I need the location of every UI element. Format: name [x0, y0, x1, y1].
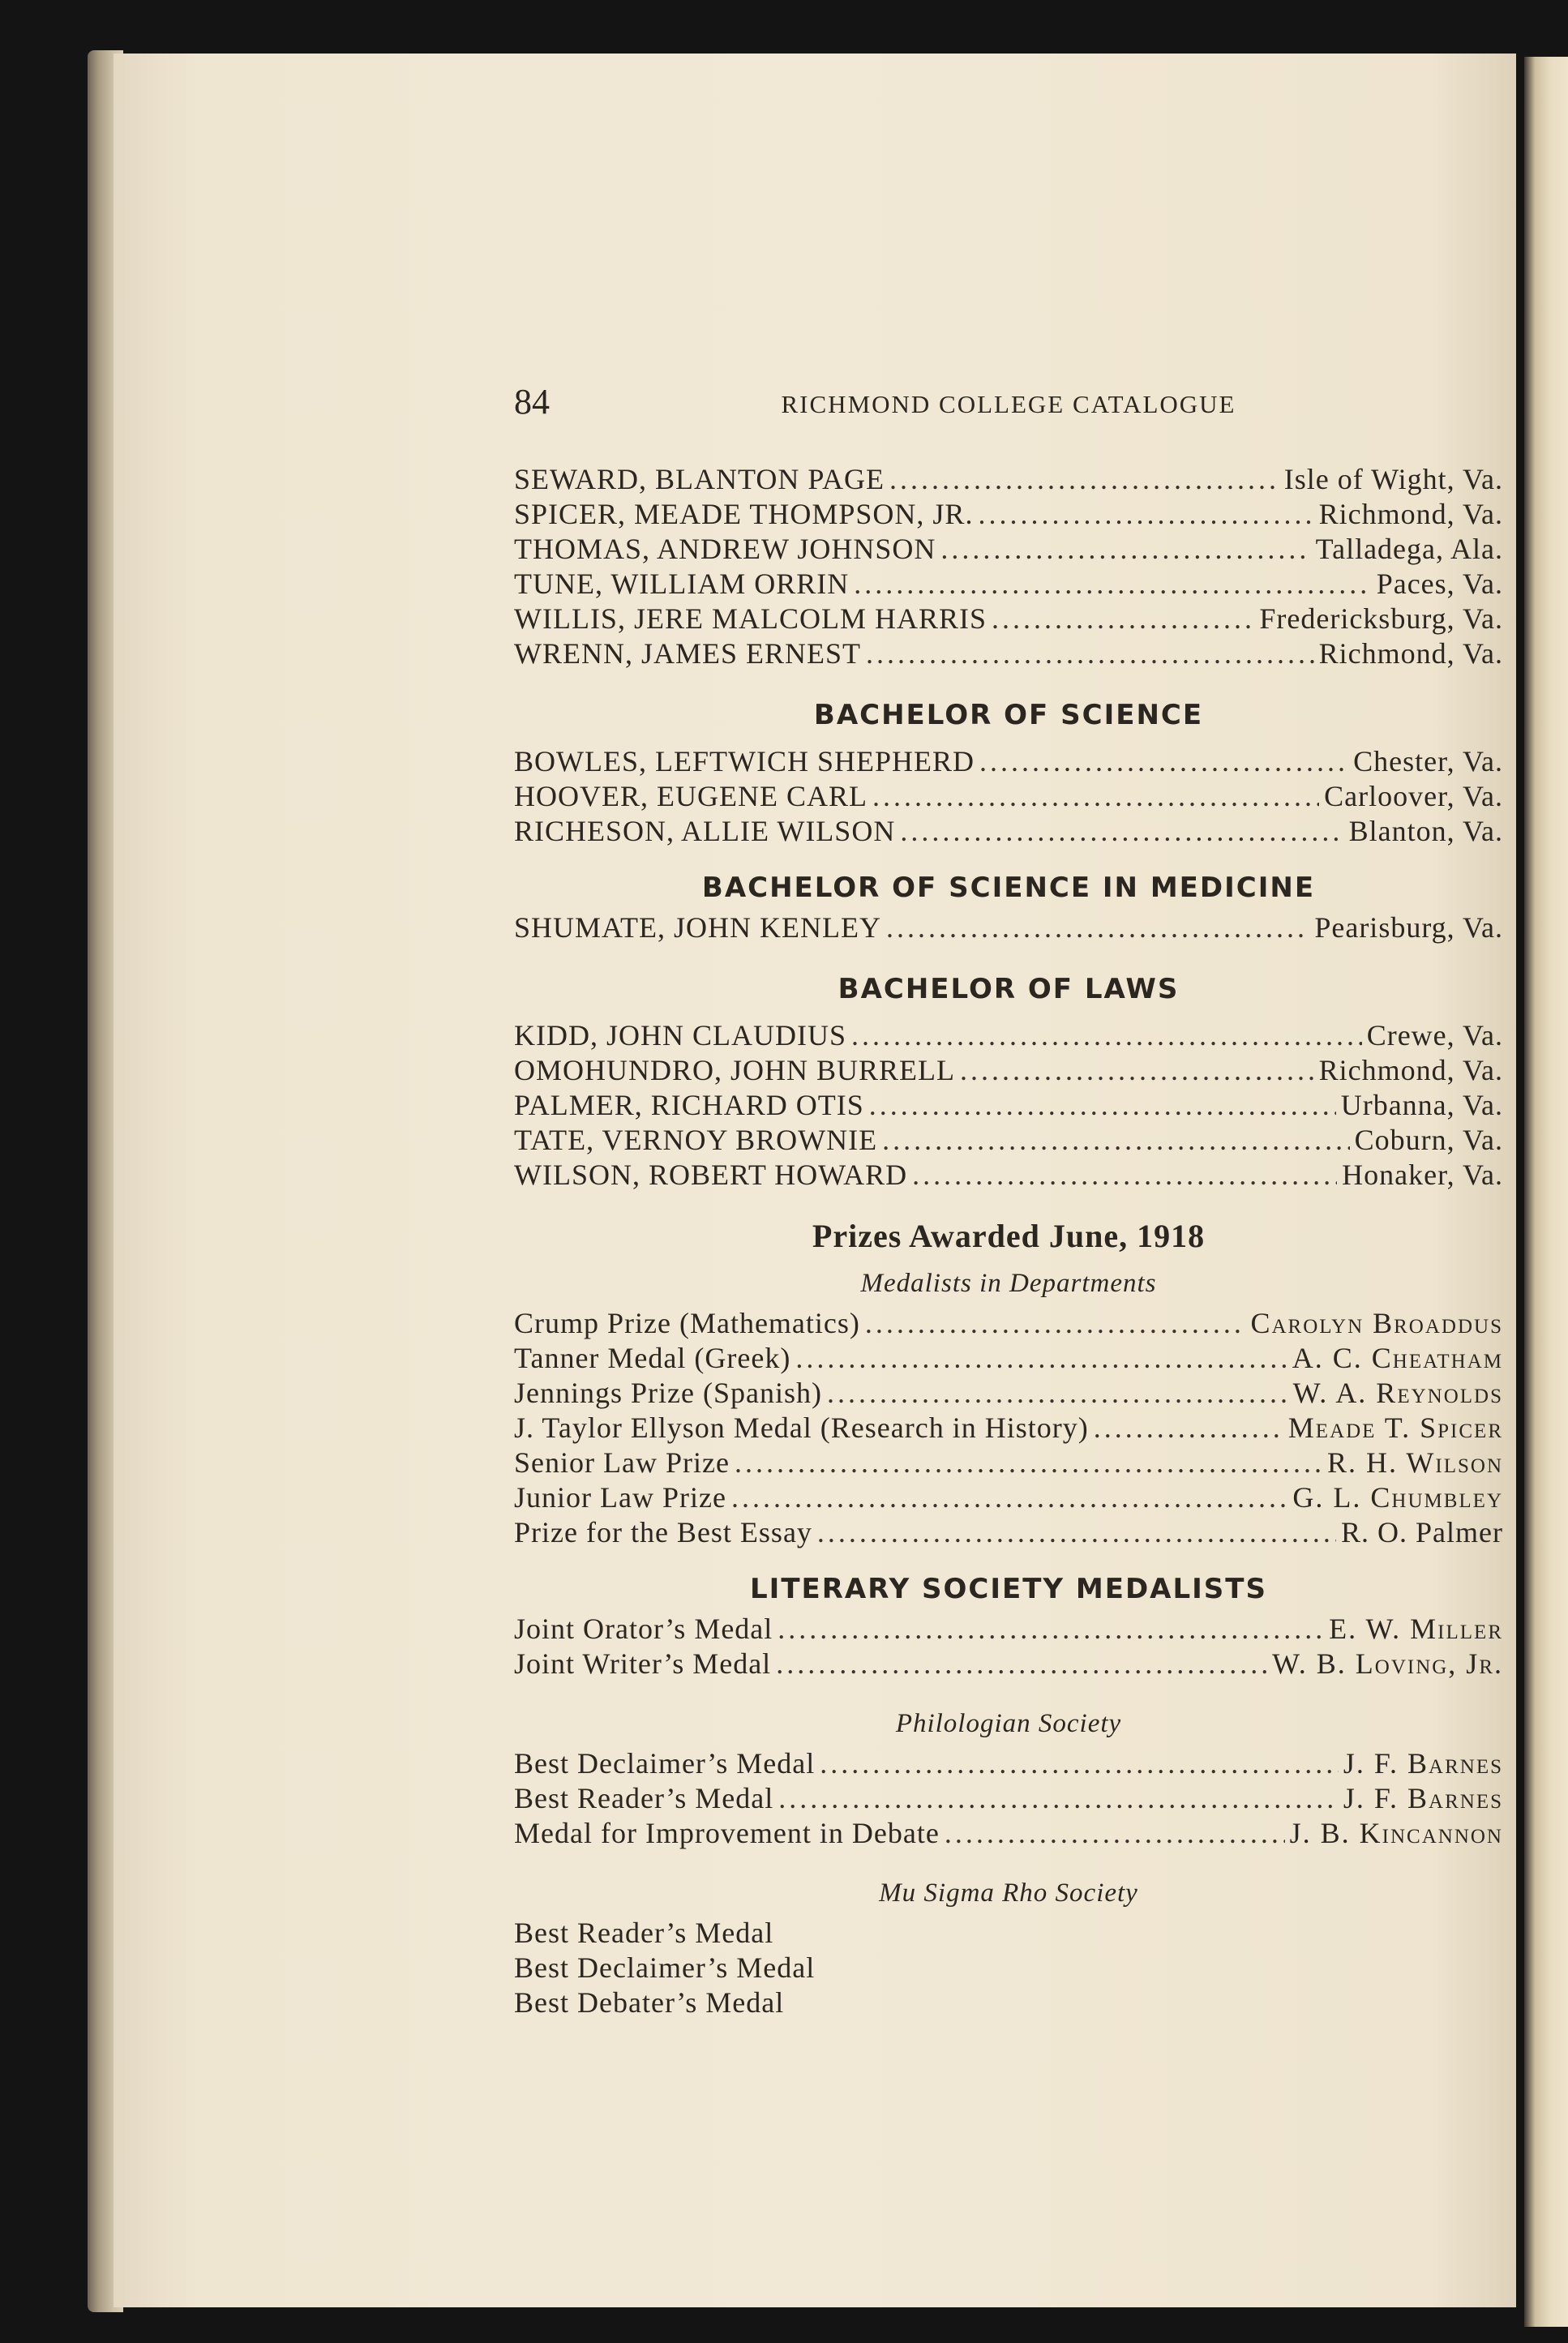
leader-dots	[979, 744, 1348, 779]
section-heading-bachelor-of-laws: BACHELOR OF LAWS	[838, 973, 1180, 1005]
graduate-name: RICHESON, ALLIE WILSON	[514, 815, 896, 847]
prize-name: Senior Law Prize	[514, 1446, 730, 1479]
graduate-name: OMOHUNDRO, JOHN BURRELL	[514, 1054, 956, 1086]
prize-row	[514, 1816, 1503, 1851]
section-heading-bachelor-of-science: BACHELOR OF SCIENCE	[813, 699, 1204, 731]
leader-dots	[827, 1376, 1288, 1411]
graduate-place: Carloover, Va.	[1324, 780, 1503, 812]
graduate-name: PALMER, RICHARD OTIS	[514, 1089, 864, 1121]
graduate-name: BOWLES, LEFTWICH SHEPHERD	[514, 745, 975, 777]
graduate-row	[514, 910, 1503, 945]
graduate-place: Richmond, Va.	[1318, 1054, 1503, 1086]
graduate-row	[514, 814, 1503, 849]
catalogue-page	[114, 54, 1516, 2307]
leader-dots	[912, 1158, 1337, 1193]
page-content	[514, 378, 1503, 2020]
leader-dots	[886, 910, 1309, 945]
graduate-row	[514, 497, 1503, 532]
graduate-place: Crewe, Va.	[1366, 1019, 1503, 1052]
graduate-row	[514, 1123, 1503, 1158]
leader-dots	[854, 567, 1371, 602]
prize-row	[514, 1411, 1503, 1446]
graduate-place: Paces, Va.	[1376, 568, 1503, 600]
departments-subhead: Medalists in Departments	[860, 1269, 1157, 1298]
leader-dots	[889, 462, 1279, 497]
prize-name: Junior Law Prize	[514, 1481, 726, 1514]
prize-winner: G. L. Chumbley	[1292, 1481, 1503, 1514]
medal-row: Best Reader’s Medal	[514, 1917, 774, 1949]
graduate-row	[514, 1088, 1503, 1123]
leader-dots	[731, 1480, 1287, 1515]
prize-winner: W. A. Reynolds	[1292, 1377, 1503, 1409]
prize-name: Medal for Improvement in Debate	[514, 1817, 940, 1849]
graduate-name: WRENN, JAMES ERNEST	[514, 637, 862, 670]
section-heading-literary-society: LITERARY SOCIETY MEDALISTS	[750, 1573, 1267, 1605]
graduate-place: Chester, Va.	[1353, 745, 1503, 777]
leader-dots	[795, 1341, 1287, 1376]
literary-society-list	[514, 1612, 1503, 1681]
graduate-list-continued	[514, 462, 1503, 671]
prize-row	[514, 1376, 1503, 1411]
department-prize-list	[514, 1306, 1503, 1550]
graduate-name: THOMAS, ANDREW JOHNSON	[514, 533, 936, 565]
mu-sigma-rho-subhead: Mu Sigma Rho Society	[879, 1878, 1138, 1908]
prize-name: Jennings Prize (Spanish)	[514, 1377, 822, 1409]
medal-row: Best Declaimer’s Medal	[514, 1951, 816, 1984]
facing-page-edge	[1524, 57, 1568, 2327]
prize-winner: W. B. Loving, Jr.	[1272, 1647, 1503, 1680]
section-heading-bachelor-of-science-in-medicine: BACHELOR OF SCIENCE IN MEDICINE	[701, 872, 1316, 904]
running-head	[514, 378, 1503, 426]
graduate-row	[514, 567, 1503, 602]
prize-name: Best Reader’s Medal	[514, 1782, 774, 1814]
leader-dots	[778, 1781, 1339, 1816]
catalogue-title: RICHMOND COLLEGE CATALOGUE	[781, 390, 1236, 418]
graduate-row	[514, 1018, 1503, 1053]
graduate-name: TUNE, WILLIAM ORRIN	[514, 568, 850, 600]
graduate-row	[514, 462, 1503, 497]
graduate-name: WILLIS, JERE MALCOLM HARRIS	[514, 602, 987, 635]
graduate-name: KIDD, JOHN CLAUDIUS	[514, 1019, 846, 1052]
leader-dots	[735, 1446, 1322, 1480]
leader-dots	[882, 1123, 1350, 1158]
leader-dots	[960, 1053, 1314, 1088]
prize-winner: Meade T. Spicer	[1287, 1411, 1503, 1444]
prize-winner: J. F. Barnes	[1343, 1747, 1503, 1780]
leader-dots	[865, 1306, 1246, 1341]
graduate-place: Urbanna, Va.	[1340, 1089, 1503, 1121]
prize-row	[514, 1446, 1503, 1480]
graduate-row	[514, 636, 1503, 671]
graduate-name: WILSON, ROBERT HOWARD	[514, 1159, 908, 1191]
prizes-title: Prizes Awarded June, 1918	[812, 1218, 1206, 1254]
graduate-place: Richmond, Va.	[1318, 637, 1503, 670]
bachelor-of-laws-list	[514, 1018, 1503, 1193]
prize-winner: E. W. Miller	[1329, 1613, 1503, 1645]
leader-dots	[820, 1746, 1339, 1781]
prize-name: J. Taylor Ellyson Medal (Research in History)	[514, 1411, 1089, 1444]
leader-dots	[817, 1515, 1336, 1550]
graduate-place: Isle of Wight, Va.	[1283, 463, 1503, 495]
prize-name: Prize for the Best Essay	[514, 1516, 812, 1548]
leader-dots	[872, 779, 1319, 814]
graduate-name: TATE, VERNOY BROWNIE	[514, 1124, 878, 1156]
philologian-subhead: Philologian Society	[895, 1709, 1122, 1738]
bachelor-of-science-in-medicine-list	[514, 910, 1503, 945]
prize-winner: A. C. Cheatham	[1292, 1342, 1503, 1374]
prize-name: Crump Prize (Mathematics)	[514, 1307, 860, 1339]
prize-winner: R. O. Palmer	[1341, 1516, 1503, 1548]
leader-dots	[869, 1088, 1336, 1123]
philologian-list	[514, 1746, 1503, 1851]
graduate-row	[514, 1053, 1503, 1088]
prize-winner: J. B. Kincannon	[1289, 1817, 1503, 1849]
graduate-row	[514, 779, 1503, 814]
graduate-name: SHUMATE, JOHN KENLEY	[514, 911, 881, 944]
graduate-row	[514, 744, 1503, 779]
graduate-row	[514, 532, 1503, 567]
graduate-place: Blanton, Va.	[1348, 815, 1503, 847]
leader-dots	[940, 532, 1310, 567]
page-number: 84	[514, 382, 550, 422]
graduate-place: Talladega, Ala.	[1315, 533, 1503, 565]
graduate-row	[514, 1158, 1503, 1193]
leader-dots	[851, 1018, 1362, 1053]
leader-dots	[992, 602, 1254, 636]
leader-dots	[778, 1612, 1324, 1647]
prize-name: Joint Writer’s Medal	[514, 1647, 772, 1680]
medal-row: Best Debater’s Medal	[514, 1986, 785, 2019]
prize-row	[514, 1781, 1503, 1816]
prize-name: Best Declaimer’s Medal	[514, 1747, 816, 1780]
prize-row	[514, 1306, 1503, 1341]
leader-dots	[900, 814, 1343, 849]
graduate-place: Honaker, Va.	[1342, 1159, 1503, 1191]
prize-row	[514, 1746, 1503, 1781]
graduate-name: SEWARD, BLANTON PAGE	[514, 463, 885, 495]
prize-winner: J. F. Barnes	[1343, 1782, 1503, 1814]
prize-row	[514, 1612, 1503, 1647]
prize-row	[514, 1480, 1503, 1515]
leader-dots	[866, 636, 1314, 671]
prize-winner: Carolyn Broaddus	[1250, 1307, 1503, 1339]
mu-sigma-rho-list	[514, 1916, 1503, 2020]
prize-winner: R. H. Wilson	[1327, 1446, 1503, 1479]
leader-dots	[978, 497, 1313, 532]
leader-dots	[1094, 1411, 1283, 1446]
bachelor-of-science-list	[514, 744, 1503, 849]
prize-name: Joint Orator’s Medal	[514, 1613, 773, 1645]
prize-name: Tanner Medal (Greek)	[514, 1342, 791, 1374]
leader-dots	[776, 1647, 1267, 1681]
graduate-place: Richmond, Va.	[1318, 498, 1503, 530]
prize-row	[514, 1515, 1503, 1550]
graduate-place: Fredericksburg, Va.	[1259, 602, 1503, 635]
graduate-row	[514, 602, 1503, 636]
graduate-place: Pearisburg, Va.	[1314, 911, 1503, 944]
prize-row	[514, 1341, 1503, 1376]
graduate-place: Coburn, Va.	[1354, 1124, 1503, 1156]
prize-row	[514, 1647, 1503, 1681]
leader-dots	[945, 1816, 1285, 1851]
graduate-name: SPICER, MEADE THOMPSON, JR.	[514, 498, 974, 530]
graduate-name: HOOVER, EUGENE CARL	[514, 780, 868, 812]
